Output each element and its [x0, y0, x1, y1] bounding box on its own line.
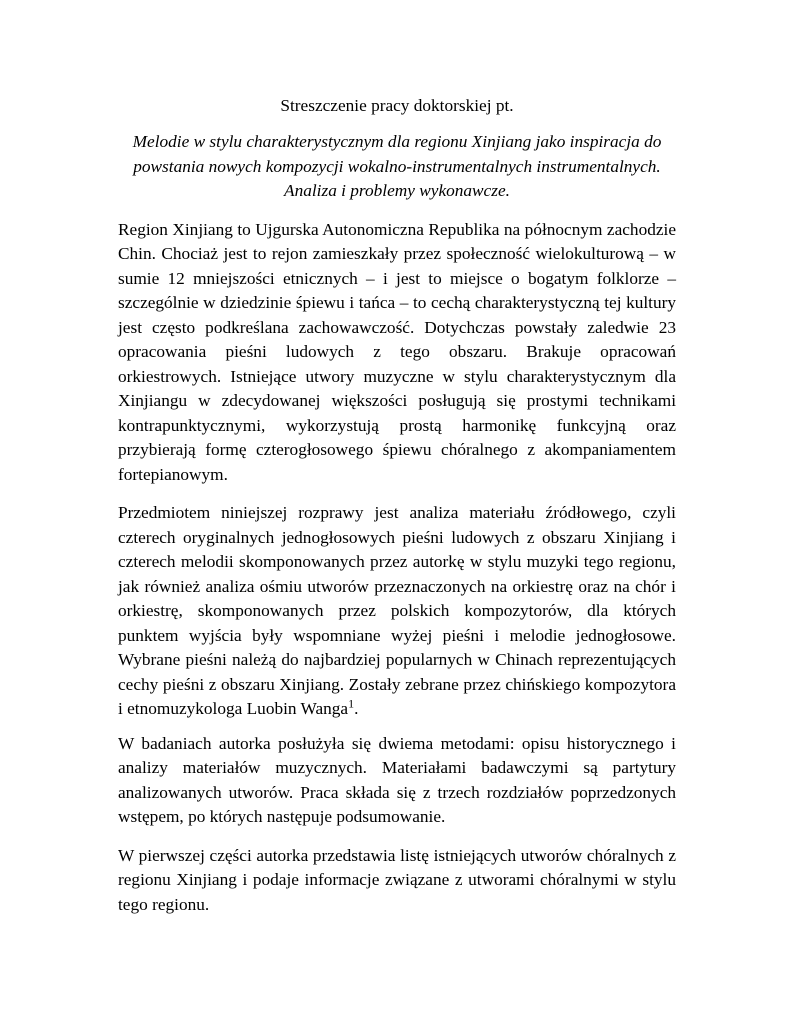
paragraph-first-part: [118, 844, 676, 918]
paragraph-text: W badaniach autorka posłużyła się dwiema metodami: opisu historycznego i analizy materiałów muzycznych. Materiałami badawczymi są partytury analizowanych utworów. Praca składa się z trzech rozdziałów poprzedzonych wstępem, po których następuje podsumowanie.: [118, 733, 676, 826]
footnote-marker[interactable]: 1: [348, 696, 355, 711]
document-page: [118, 94, 676, 931]
paragraph-text: W pierwszej części autorka przedstawia listę istniejących utworów chóralnych z regionu Xinjiang i podaje informacje związane z utworami chóralnymi w stylu tego regionu.: [118, 845, 676, 914]
paragraph-end: .: [354, 699, 359, 718]
paragraph-text: Region Xinjiang to Ujgurska Autonomiczna Republika na północnym zachodzie Chin. Chociaż jest to rejon zamieszkały przez społeczność wielokulturową – w sumie 12 mniejszości etnicznych – i jest to miejsce o bogatym folklorze – szczególnie w dziedzinie śpiewu i tańca – to cechą charakterystyczną tej kultury jest często podkreślana zachowawczość. Dotychczas powstały zaledwie 23 opracowania pieśni ludowych z tego obszaru. Brakuje opracowań orkiestrowych. Istniejące utwory muzyczne w stylu charakterystycznym dla Xinjiangu w zdecydowanej większości posługują się prostymi technikami kontrapunktycznymi, wykorzystują prostą harmonikę funkcyjną oraz przybierają formę czterogłosowego śpiewu chóralnego z akompaniamentem fortepianowym.: [118, 219, 676, 484]
thesis-title: Melodie w stylu charakterystycznym dla regionu Xinjiang jako inspiracja do powstania nowych kompozycji wokalno-instrumentalnych instrumentalnych. Analiza i problemy wykonawcze.: [132, 132, 662, 200]
paragraph-region-intro: [118, 218, 676, 488]
paragraph-methods: [118, 732, 676, 830]
document-heading: Streszczenie pracy doktorskiej pt.: [280, 96, 514, 115]
paragraph-text: Przedmiotem niniejszej rozprawy jest analiza materiału źródłowego, czyli czterech oryginalnych jednogłosowych pieśni ludowych z obszaru Xinjiang i czterech melodii skomponowanych przez autorkę w stylu muzyki tego regionu, jak również analiza ośmiu utworów przeznaczonych na orkiestrę oraz na chór i orkiestrę, skomponowanych przez polskich kompozytorów, dla których punktem wyjścia były wspomniane wyżej pieśni i melodie jednogłosowe. Wybrane pieśni należą do najbardziej popularnych w Chinach reprezentujących cechy pieśni z obszaru Xinjiang. Zostały zebrane przez chińskiego kompozytora i etnomuzykologa Luobin Wanga: [118, 503, 676, 718]
paragraph-subject: [118, 501, 676, 722]
